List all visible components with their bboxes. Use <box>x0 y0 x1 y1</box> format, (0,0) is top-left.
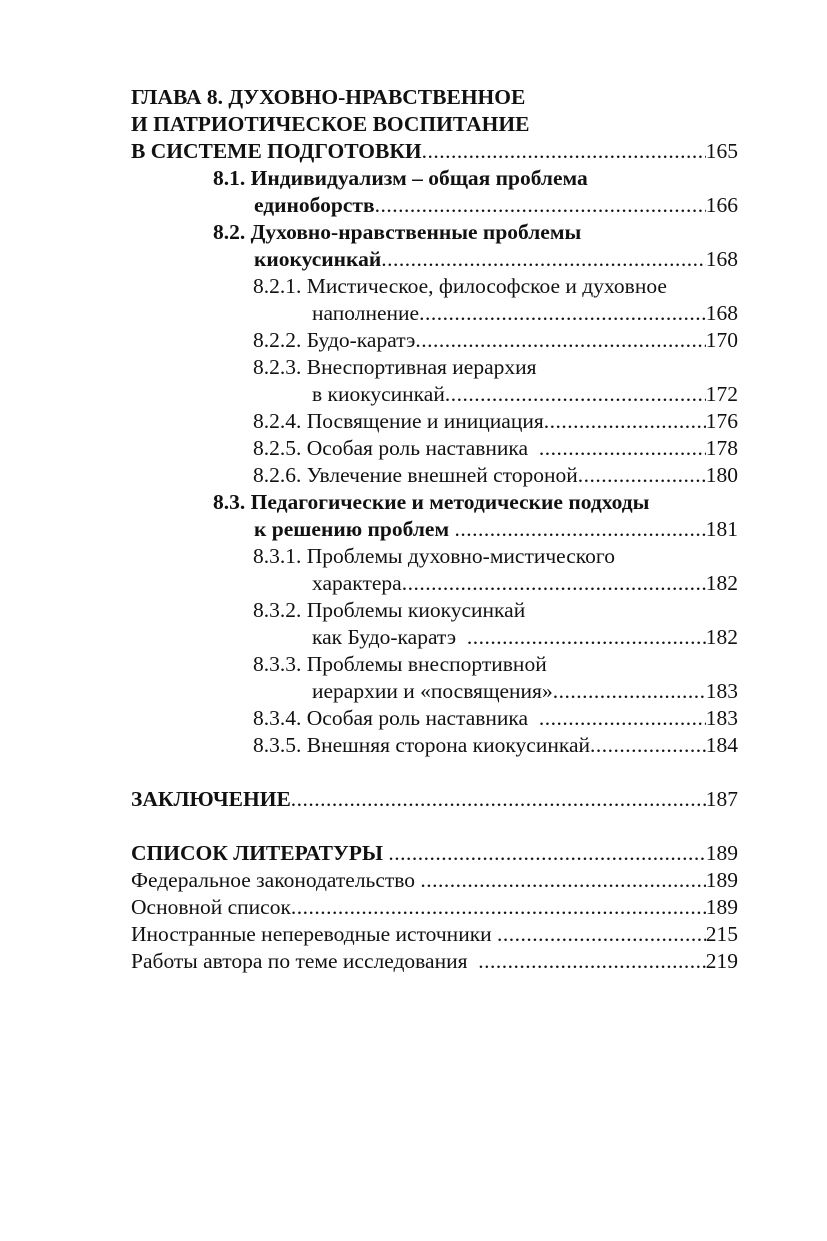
section-title-text: 8.1. Индивидуализм – общая проблема <box>213 166 588 190</box>
subsection-title-text: 8.2.5. Особая роль наставника <box>253 436 539 460</box>
toc-entry-8-3-1[interactable] <box>131 570 738 597</box>
chapter-8-title-line-2 <box>131 111 738 138</box>
section-title-text: 8.2. Духовно-нравственные проблемы <box>213 220 582 244</box>
leader-dots <box>590 732 706 759</box>
toc-entry-bibliography[interactable] <box>131 840 738 867</box>
section-title-text: единоборств <box>254 193 375 217</box>
subsection-8-2-3-line-1 <box>131 354 738 381</box>
subsection-title-text: как Будо-каратэ <box>312 625 467 649</box>
page-number: 170 <box>705 328 738 352</box>
page-number: 181 <box>705 517 738 541</box>
leader-dots <box>375 192 706 219</box>
section-8-2-line-1 <box>131 219 738 246</box>
chapter-8-title-text-1: ГЛАВА 8. ДУХОВНО-НРАВСТВЕННОЕ <box>131 85 526 109</box>
leader-dots <box>388 840 705 867</box>
subsection-title-text: 8.3.5. Внешняя сторона киокусинкай <box>253 733 590 757</box>
spacer <box>131 759 738 786</box>
toc-entry-conclusion[interactable] <box>131 786 738 813</box>
subsection-8-2-1-line-1 <box>131 273 738 300</box>
conclusion-title-text: ЗАКЛЮЧЕНИЕ <box>131 787 291 811</box>
subsection-title-text: 8.3.3. Проблемы внеспортивной <box>253 652 547 676</box>
toc-entry-chapter-8[interactable] <box>131 138 738 165</box>
subsection-title-text: 8.2.6. Увлечение внешней стороной <box>253 463 578 487</box>
subsection-title-text: наполнение <box>312 301 420 325</box>
leader-dots <box>467 624 706 651</box>
table-of-contents <box>131 84 738 975</box>
chapter-8-title-text-3: В СИСТЕМЕ ПОДГОТОВКИ <box>131 139 422 163</box>
page-number: 178 <box>705 436 738 460</box>
leader-dots <box>420 867 705 894</box>
bibliography-title-text: СПИСОК ЛИТЕРАТУРЫ <box>131 841 389 865</box>
leader-dots <box>445 381 706 408</box>
subsection-title-text: иерархии и «посвящения» <box>312 679 553 703</box>
subsection-title-text: 8.2.3. Внеспортивная иерархия <box>253 355 537 379</box>
leader-dots <box>539 705 706 732</box>
leader-dots <box>415 327 705 354</box>
subsection-title-text: в киокусинкай <box>312 382 445 406</box>
toc-entry-8-1[interactable] <box>131 192 738 219</box>
toc-entry-8-2-4[interactable] <box>131 408 738 435</box>
toc-entry-8-2-5[interactable] <box>131 435 738 462</box>
page-number: 182 <box>705 571 738 595</box>
leader-dots <box>478 948 706 975</box>
toc-entry-8-3-5[interactable] <box>131 732 738 759</box>
leader-dots <box>291 786 706 813</box>
page-number: 183 <box>705 679 738 703</box>
chapter-8-title-line-1 <box>131 84 738 111</box>
section-title-text: киокусинкай <box>254 247 382 271</box>
subsection-8-3-1-line-1 <box>131 543 738 570</box>
subsection-title-text: 8.2.1. Мистическое, философское и духовное <box>253 274 667 298</box>
toc-entry-8-3-2[interactable] <box>131 624 738 651</box>
subsection-title-text: 8.2.2. Будо-каратэ <box>253 328 416 352</box>
leader-dots <box>544 408 706 435</box>
spacer <box>131 813 738 840</box>
toc-entry-8-2-3[interactable] <box>131 381 738 408</box>
page-number: 168 <box>705 301 738 325</box>
page-number: 219 <box>705 949 738 973</box>
subsection-title-text: 8.3.1. Проблемы духовно-мистического <box>253 544 615 568</box>
toc-entry-author-works[interactable] <box>131 948 738 975</box>
page-number: 189 <box>705 895 738 919</box>
leader-dots <box>422 138 706 165</box>
leader-dots <box>381 246 706 273</box>
page-number: 168 <box>705 247 738 271</box>
toc-entry-8-2-2[interactable] <box>131 327 738 354</box>
leader-dots <box>497 921 706 948</box>
toc-entry-main-list[interactable] <box>131 894 738 921</box>
toc-entry-8-2[interactable] <box>131 246 738 273</box>
leader-dots <box>419 300 706 327</box>
page-number: 189 <box>705 868 738 892</box>
page-number: 187 <box>705 787 738 811</box>
subsection-title-text: характера <box>312 571 402 595</box>
bibliography-item-text: Работы автора по теме исследования <box>131 949 479 973</box>
subsection-8-3-3-line-1 <box>131 651 738 678</box>
leader-dots <box>578 462 706 489</box>
subsection-title-text: 8.3.4. Особая роль наставника <box>253 706 539 730</box>
page-number: 176 <box>705 409 738 433</box>
section-8-1-line-1 <box>131 165 738 192</box>
page-number: 184 <box>705 733 738 757</box>
leader-dots <box>454 516 705 543</box>
page-number: 172 <box>705 382 738 406</box>
toc-entry-8-3-4[interactable] <box>131 705 738 732</box>
toc-entry-8-2-1[interactable] <box>131 300 738 327</box>
toc-entry-8-3-3[interactable] <box>131 678 738 705</box>
leader-dots <box>553 678 706 705</box>
section-8-3-line-1 <box>131 489 738 516</box>
page-number: 166 <box>705 193 738 217</box>
section-title-text: 8.3. Педагогические и методические подходы <box>213 490 650 514</box>
subsection-8-3-2-line-1 <box>131 597 738 624</box>
subsection-title-text: 8.3.2. Проблемы киокусинкай <box>253 598 526 622</box>
bibliography-item-text: Иностранные непереводные источники <box>131 922 498 946</box>
page-number: 215 <box>705 922 738 946</box>
leader-dots <box>539 435 706 462</box>
section-title-text: к решению проблем <box>254 517 455 541</box>
chapter-8-title-text-2: И ПАТРИОТИЧЕСКОЕ ВОСПИТАНИЕ <box>131 112 530 136</box>
page-number: 182 <box>705 625 738 649</box>
page-number: 183 <box>705 706 738 730</box>
toc-entry-8-2-6[interactable] <box>131 462 738 489</box>
subsection-title-text: 8.2.4. Посвящение и инициация <box>253 409 544 433</box>
page-number: 165 <box>705 139 738 163</box>
toc-entry-foreign-sources[interactable] <box>131 921 738 948</box>
toc-entry-8-3[interactable] <box>131 516 738 543</box>
leader-dots <box>291 894 706 921</box>
leader-dots <box>402 570 706 597</box>
toc-entry-federal-legislation[interactable] <box>131 867 738 894</box>
bibliography-item-text: Основной список <box>131 895 291 919</box>
page-number: 189 <box>705 841 738 865</box>
bibliography-item-text: Федеральное законодательство <box>131 868 421 892</box>
page-number: 180 <box>705 463 738 487</box>
